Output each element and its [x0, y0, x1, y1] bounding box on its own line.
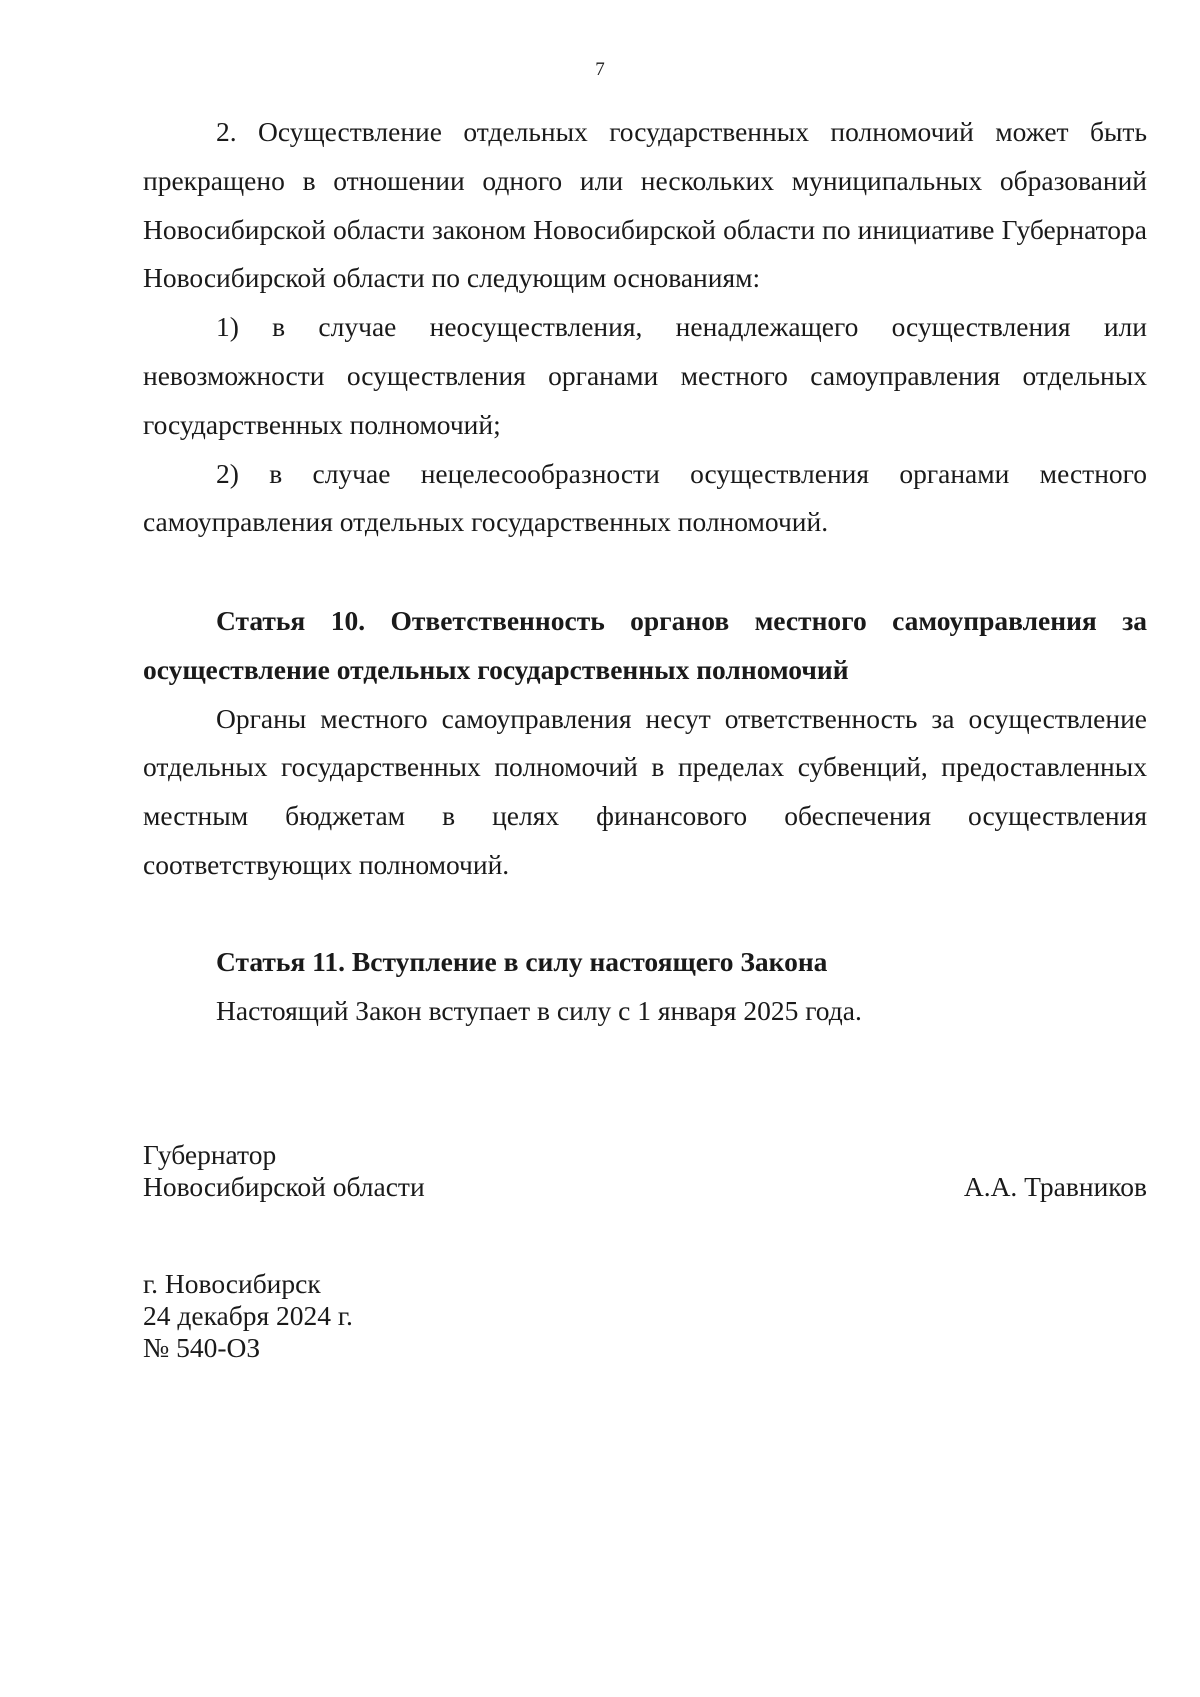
- paragraph-ground-2: 2) в случае нецелесообразности осуществления органами местного самоуправления отдельных государственных полномочий.: [143, 457, 1147, 538]
- place-of-signing: г. Новосибирск: [143, 1268, 321, 1299]
- signing-date: 24 декабря 2024 г.: [143, 1300, 353, 1331]
- signature-block: [143, 1139, 1147, 1203]
- article-11: [143, 938, 1147, 1036]
- section-termination: [143, 108, 1147, 547]
- paragraph-termination: 2. Осуществление отдельных государственных полномочий может быть прекращено в отношении одного или нескольких муниципальных образований Новосибирской области законом Новосибирской области по инициативе Губернатора Новосибирской области по следующим основаниям:: [143, 116, 1147, 294]
- article-11-text: Настоящий Закон вступает в силу с 1 января 2025 года.: [216, 994, 862, 1026]
- page-number: 7: [595, 59, 605, 80]
- article-10-heading: Статья 10. Ответственность органов местного самоуправления за осуществление отдельных государственных полномочий: [143, 605, 1147, 685]
- signatory-title-line2: Новосибирской области: [143, 1171, 425, 1202]
- article-10-text: Органы местного самоуправления несут ответственность за осуществление отдельных государственных полномочий в пределах субвенций, предоставленных местным бюджетам в целях финансового обеспечения осуществления соответствующих полномочий.: [143, 702, 1147, 880]
- place-date-number-block: [143, 1268, 1147, 1364]
- law-number: № 540-ОЗ: [143, 1332, 261, 1363]
- paragraph-ground-1: 1) в случае неосуществления, ненадлежащего осуществления или невозможности осуществления органами местного самоуправления отдельных государственных полномочий;: [143, 311, 1147, 440]
- article-11-heading: Статья 11. Вступление в силу настоящего Закона: [216, 946, 828, 977]
- signatory-name: А.А. Травников: [963, 1171, 1147, 1202]
- article-10: [143, 597, 1147, 890]
- signatory-title-line1: Губернатор: [143, 1139, 277, 1170]
